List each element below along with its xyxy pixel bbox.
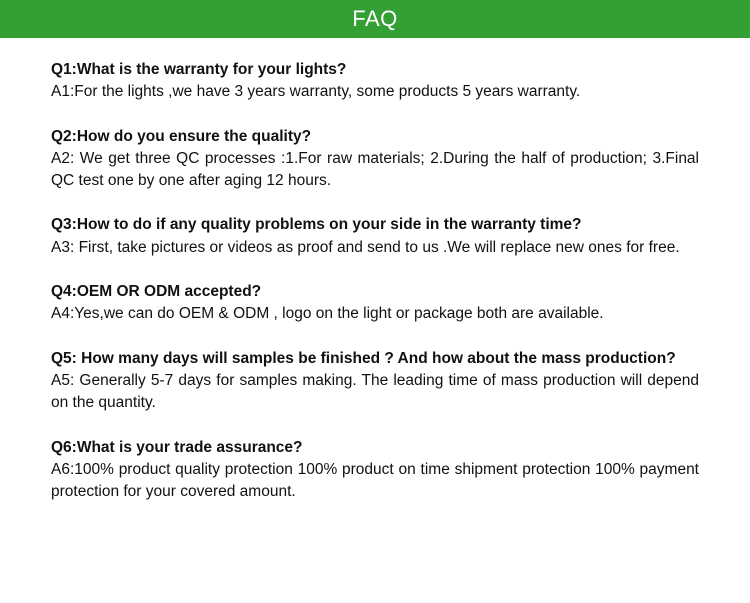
faq-item-2 [51, 126, 699, 193]
faq-header [0, 0, 750, 38]
faq-question: Q4:OEM OR ODM accepted? [51, 283, 262, 301]
faq-answer: A1:For the lights ,we have 3 years warranty, some products 5 years warranty. [51, 83, 581, 101]
faq-answer: A3: First, take pictures or videos as proof and send to us .We will replace new ones for free. [51, 238, 680, 256]
faq-item-4 [51, 281, 699, 326]
faq-question: Q2:How do you ensure the quality? [51, 127, 312, 145]
page-title: FAQ [352, 6, 398, 31]
faq-answer: A6:100% product quality protection 100% product on time shipment protection 100% payment protection for your covered amount. [51, 460, 699, 501]
faq-question: Q3:How to do if any quality problems on your side in the warranty time? [51, 216, 582, 234]
faq-item-3 [51, 214, 699, 259]
faq-question: Q5: How many days will samples be finished ? And how about the mass production? [51, 349, 676, 367]
faq-answer: A4:Yes,we can do OEM & ODM , logo on the light or package both are available. [51, 305, 604, 323]
faq-item-6 [51, 437, 699, 504]
faq-answer: A2: We get three QC processes :1.For raw materials; 2.During the half of production; 3.Final QC test one by one after aging 12 hours. [51, 149, 699, 190]
faq-answer: A5: Generally 5-7 days for samples making. The leading time of mass production will depend on the quantity. [51, 371, 699, 412]
faq-item-5 [51, 348, 699, 415]
faq-question: Q1:What is the warranty for your lights? [51, 61, 347, 78]
faq-item-1 [51, 59, 699, 104]
faq-list [51, 59, 699, 525]
faq-question: Q6:What is your trade assurance? [51, 438, 303, 456]
